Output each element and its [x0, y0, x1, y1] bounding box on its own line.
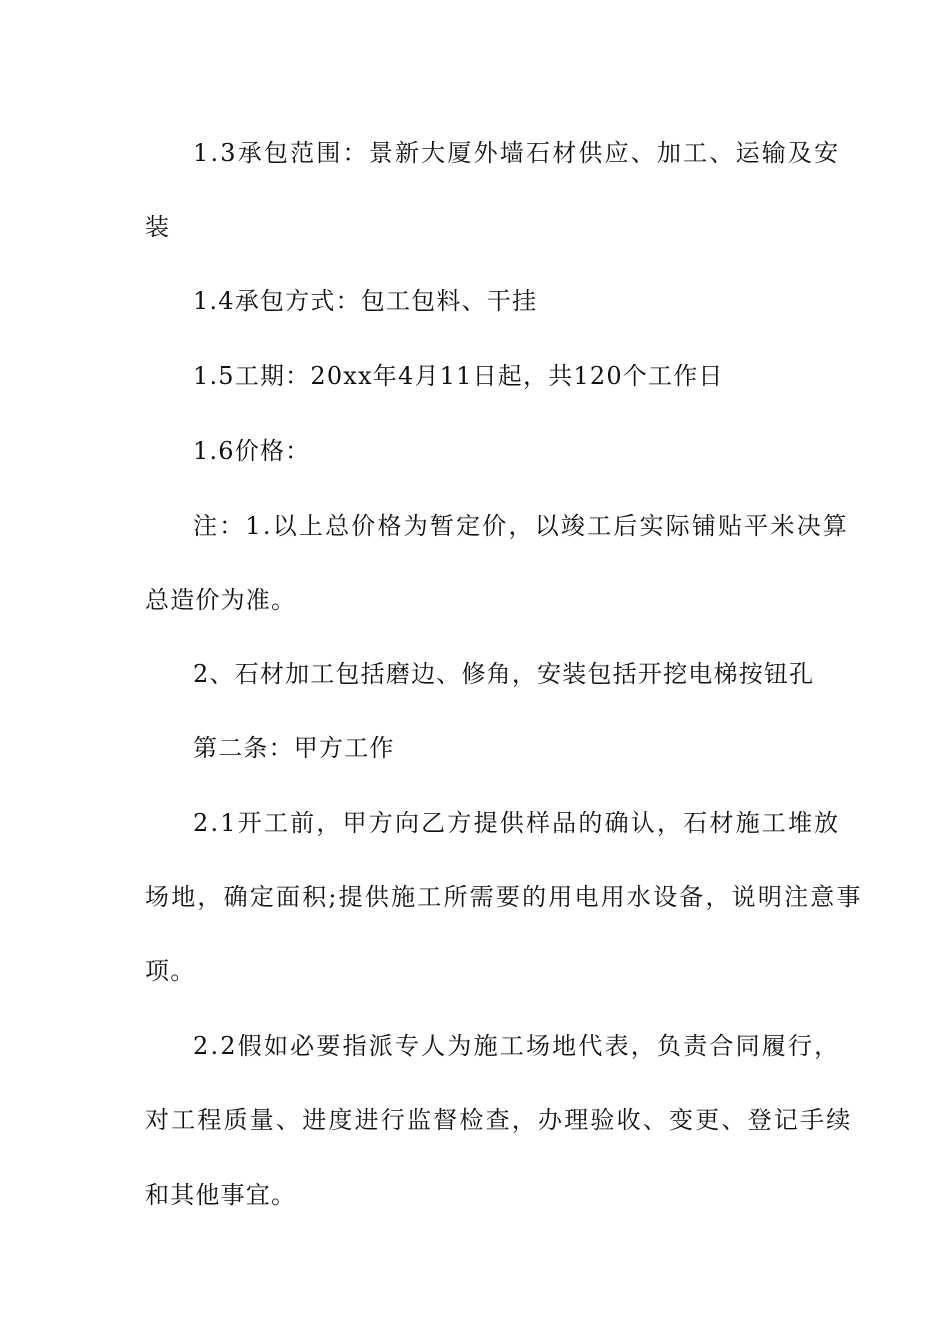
clause-1-6: 1.6价格： [193, 437, 311, 465]
clause-1-5: 1.5工期：20xx年4月11日起，共120个工作日 [193, 362, 724, 390]
clause-2-2-line-1: 2.2假如必要指派专人为施工场地代表，负责合同履行， [193, 1032, 841, 1060]
note-line-1: 注：1.以上总价格为暂定价，以竣工后实际铺贴平米决算 [193, 512, 850, 540]
clause-2-2-line-2: 对工程质量、进度进行监督检查，办理验收、变更、登记手续 [145, 1106, 853, 1134]
note-line-2: 总造价为准。 [145, 586, 297, 614]
clause-1-3-line-2: 装 [145, 213, 171, 241]
note-item-2: 2、石材加工包括磨边、修角，安装包括开挖电梯按钮孔 [193, 660, 815, 688]
article-2-heading: 第二条：甲方工作 [193, 734, 395, 762]
clause-2-1-line-3: 项。 [145, 957, 196, 985]
clause-1-3-line-1: 1.3承包范围：景新大厦外墙石材供应、加工、运输及安 [193, 139, 841, 167]
clause-2-1-line-2: 场地，确定面积;提供施工所需要的用电用水设备，说明注意事 [145, 883, 863, 911]
clause-2-2-line-3: 和其他事宜。 [145, 1181, 297, 1209]
clause-2-1-line-1: 2.1开工前，甲方向乙方提供样品的确认，石材施工堆放 [193, 809, 841, 837]
clause-1-4: 1.4承包方式：包工包料、干挂 [193, 287, 538, 315]
